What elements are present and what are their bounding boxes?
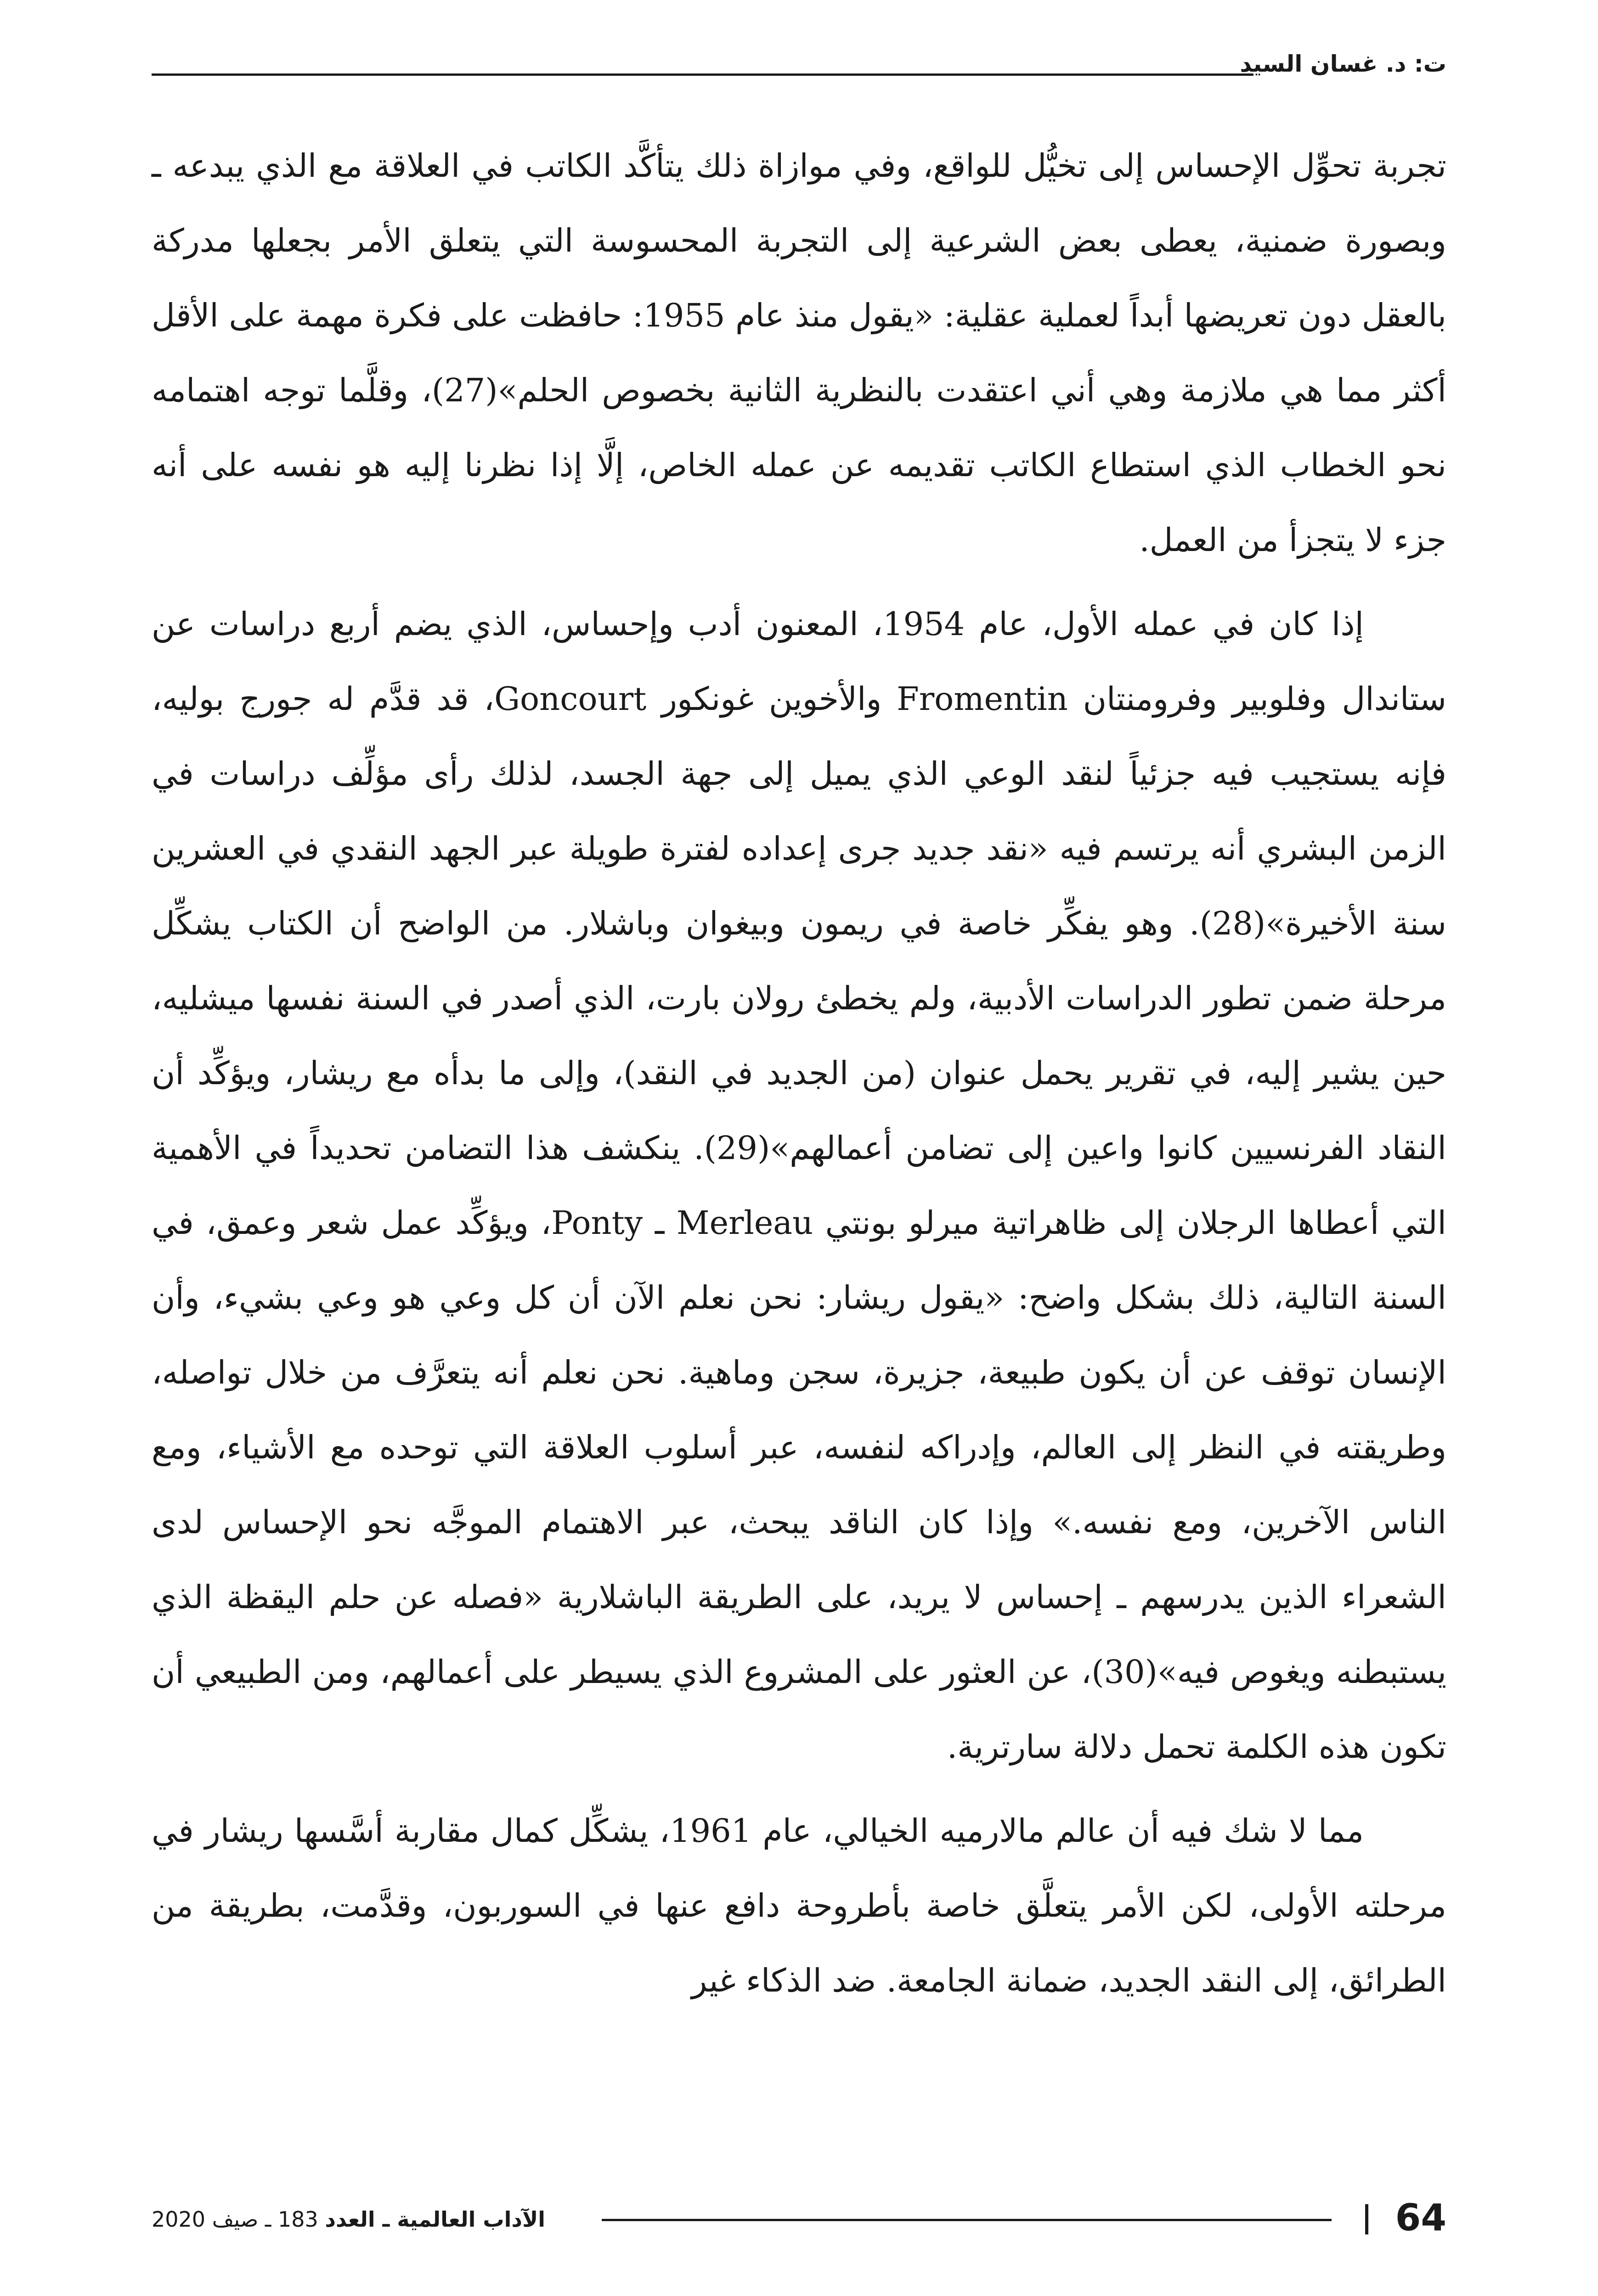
paragraph-1: تجربة تحوِّل الإحساس إلى تخيُّل للواقع، وفي موازاة ذلك يتأكَّد الكاتب في العلاقة مع الذي يبدعه ـ وبصورة ضمنية، يعطى بعض الشرعية إلى التجربة المحسوسة التي يتعلق الأمر بجعلها مدركة بالعقل دون تعريضها أبداً لعملية عقلية: «يقول منذ عام 1955: حافظت على فكرة مهمة على الأقل أكثر مما هي ملازمة وهي أني اعتقدت بالنظرية الثانية بخصوص الحلم»(27)، وقلَّما توجه اهتمامه نحو الخطاب الذي استطاع الكاتب تقديمه عن عمله الخاص، إلَّا إذا نظرنا إليه هو نفسه على أنه جزء لا يتجزأ من العمل. [152,147,1446,559]
paragraph-2: إذا كان في عمله الأول، عام 1954، المعنون أدب وإحساس، الذي يضم أربع دراسات عن ستاندال وفلوبير وفرومنتان Fromentin والأخوين غونكور Goncourt، قد قدَّم له جورج بوليه، فإنه يستجيب فيه جزئياً لنقد الوعي الذي يميل إلى جهة الجسد، لذلك رأى مؤلِّف دراسات في الزمن البشري أنه يرتسم فيه «نقد جديد جرى إعداده لفترة طويلة عبر الجهد النقدي في العشرين سنة الأخيرة»(28). وهو يفكِّر خاصة في ريمون وبيغوان وباشلار. من الواضح أن الكتاب يشكِّل مرحلة ضمن تطور الدراسات الأدبية، ولم يخطئ رولان بارت، الذي أصدر في السنة نفسها ميشليه، حين يشير إليه، في تقرير يحمل عنوان (من الجديد في النقد)، وإلى ما بدأه مع ريشار، ويؤكِّد أن النقاد الفرنسيين كانوا واعين إلى تضامن أعمالهم»(29). ينكشف هذا التضامن تحديداً في الأهمية التي أعطاها الرجلان إلى ظاهراتية ميرلو بونتي Merleau ـ Ponty، ويؤكِّد عمل شعر وعمق، في السنة التالية، ذلك بشكل واضح: «يقول ريشار: نحن نعلم الآن أن كل وعي هو وعي بشيء، وأن الإنسان توقف عن أن يكون طبيعة، جزيرة، سجن وماهية. نحن نعلم أنه يتعرَّف من خلال تواصله، وطريقته في النظر إلى العالم، وإدراكه لنفسه، عبر أسلوب العلاقة التي توحده مع الأشياء، ومع الناس الآخرين، ومع نفسه.» وإذا كان الناقد يبحث، عبر الاهتمام الموجَّه نحو الإحساس لدى الشعراء الذين يدرسهم ـ إحساس لا يريد، على الطريقة الباشلارية «فصله عن حلم اليقظة الذي يستبطنه ويغوص فيه»(30)، عن العثور على المشروع الذي يسيطر على أعمالهم، ومن الطبيعي أن تكون هذه الكلمة تحمل دلالة سارترية. [152,605,1447,1766]
article-body [152,129,1446,2018]
journal-issue: 183 ـ صيف 2020 [152,2207,318,2232]
paragraph-3: مما لا شك فيه أن عالم مالارميه الخيالي، عام 1961، يشكِّل كمال مقاربة أسَّسها ريشار في مرحلته الأولى، لكن الأمر يتعلَّق خاصة بأطروحة دافع عنها في السوربون، وقدَّمت، بطريقة من الطرائق، إلى النقد الجديد، ضمانة الجامعة. ضد الذكاء غير [152,1812,1446,1999]
header-author: ت: د. غسان السيد [1240,51,1446,77]
journal-info [152,2203,545,2235]
page-footer [152,2195,1446,2241]
journal-name: الآداب العالمية ـ العدد [325,2207,546,2232]
footer-rule [602,2219,1332,2221]
page-number: 64 [1395,2196,1446,2239]
header-rule [152,73,1254,76]
footer-separator-bar [1365,2204,1368,2234]
running-header [152,51,1446,92]
